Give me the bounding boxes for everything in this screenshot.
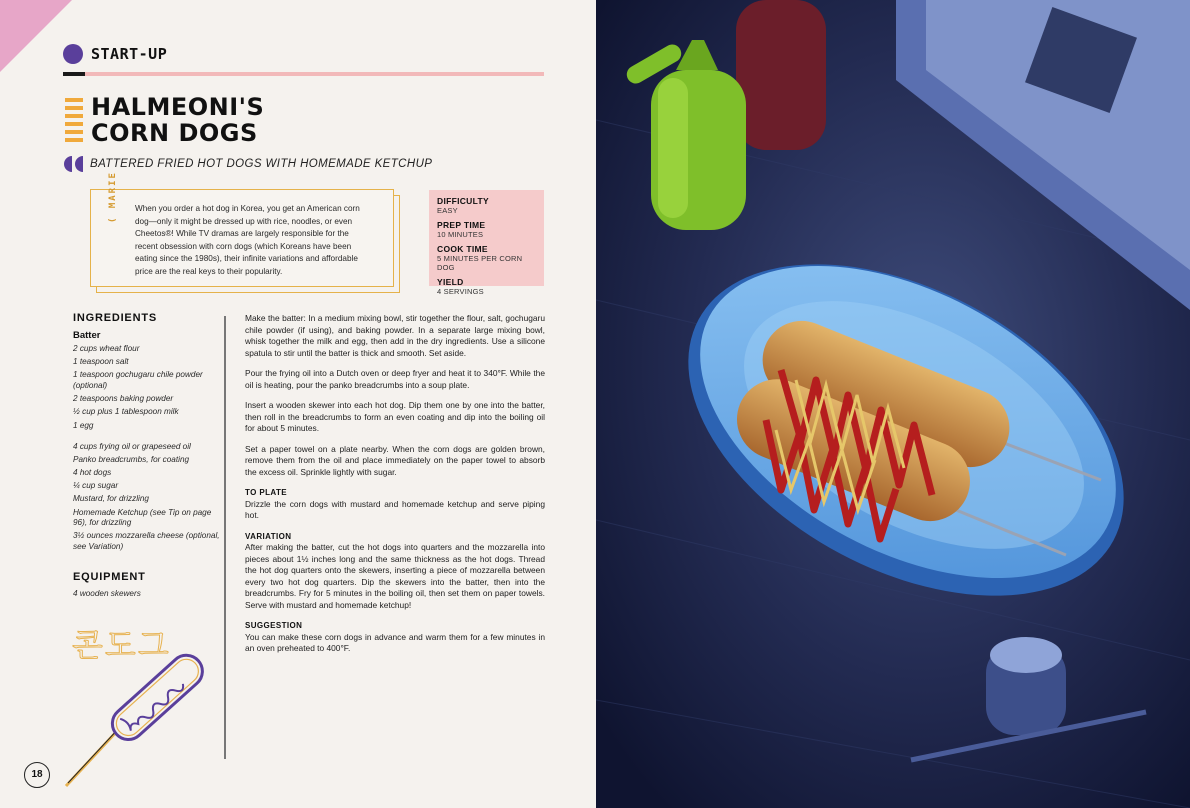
ingredient-item: Homemade Ketchup (see Tip on page 96), for drizzling [73, 507, 212, 528]
variation-heading: VARIATION [245, 531, 292, 541]
recipe-subtitle: BATTERED FRIED HOT DOGS WITH HOMEMADE KETCHUP [90, 158, 433, 170]
ingredient-item: 4 hot dogs [73, 468, 112, 478]
ingredient-item: 1 teaspoon salt [73, 357, 129, 367]
ingredient-item: Mustard, for drizzling [73, 494, 149, 504]
recipe-info-box [429, 190, 544, 296]
ingredient-item: 2 cups wheat flour [73, 344, 140, 353]
corner-decoration [0, 0, 72, 72]
ingredient-item: ½ cup plus 1 tablespoon milk [73, 407, 179, 417]
ingredient-item: 1 egg [73, 420, 94, 430]
section-label: START-UP [91, 45, 168, 63]
page-number: 18 [24, 762, 50, 788]
ingredient-item: Panko breadcrumbs, for coating [73, 454, 190, 464]
to-plate-text: Drizzle the corn dogs with mustard and homemade ketchup and serve piping hot. [245, 498, 545, 520]
yield-label: YIELD [437, 277, 464, 287]
ingredient-item: 3½ ounces mozzarella cheese (optional, see Variation) [73, 531, 220, 552]
cook-time-value: 5 MINUTES PER CORN DOG [437, 254, 523, 272]
cook-time-label: COOK TIME [437, 244, 488, 254]
ingredients-heading: INGREDIENTS [73, 312, 157, 324]
method-step: Make the batter: In a medium mixing bowl, stir together the flour, salt, gochugaru chile powder (if using), and baking powder. In a separate large mixing bowl, whisk together the milk and egg, then add in the dry ingredients. Use a silicone spatula to stir until the batter is thick and smooth. Set aside. [245, 313, 545, 358]
suggestion-heading: SUGGESTION [245, 621, 303, 630]
section-dot-icon [63, 44, 83, 64]
method-step: Insert a wooden skewer into each hot dog. Dip them one by one into the batter, then roll in the breadcrumbs to form an even coating and dip into the boiling oil for about 5 minutes. [245, 400, 545, 433]
korean-lettering: 콘도그 [72, 626, 171, 664]
recipe-title: HALMEONI'S CORN DOGS [91, 93, 265, 147]
difficulty-label: DIFFICULTY [437, 196, 489, 206]
prep-time-value: 10 MINUTES [437, 230, 484, 239]
prep-time-label: PREP TIME [437, 220, 486, 230]
intro-text: When you order a hot dog in Korea, you get an American corn dog—only it might be dressed up with rice, noodles, or even Cheetos®! While TV dramas are largely responsible for the recent obsession with corn dogs (which Koreans have been eating since the 1980s), their infinite variations and affordable price are the real keys to their popularity. [135, 204, 360, 276]
corn-dog-illustration-icon [58, 640, 218, 790]
ingredient-item: ¼ cup sugar [73, 481, 119, 491]
to-plate-heading: TO PLATE [245, 488, 288, 497]
title-stripes-icon [65, 98, 83, 146]
column-divider [224, 316, 226, 759]
variation-text: After making the batter, cut the hot dogs into quarters and the mozzarella into pieces about 1½ inches long and the same thickness as the hot dogs. Thread the hot dog quarters onto the skewers, inserting a piece of mozzarella between every two hot dog quarters. Dip the skewers into the batter, then into the breadcrumbs. Fry for 5 minutes in the boiling oil, then set them on paper towels. Serve with mustard and homemade ketchup! [245, 542, 545, 610]
corn-dog-photo-icon [596, 0, 1190, 808]
ingredient-item: 2 teaspoons baking powder [73, 394, 174, 404]
method-text [245, 313, 545, 664]
suggestion-text: You can make these corn dogs in advance and warm them for a few minutes in an oven preheated to 400°F. [245, 631, 545, 653]
method-step: Set a paper towel on a plate nearby. When the corn dogs are golden brown, remove them from the oil and place immediately on the paper towel to absorb the excess oil. Sprinkle lightly with sugar. [245, 443, 545, 477]
yield-value: 4 SERVINGS [437, 287, 484, 296]
quote-mark-icon [64, 156, 86, 172]
equipment-item: 4 wooden skewers [73, 589, 141, 598]
method-step: Pour the frying oil into a Dutch oven or deep fryer and heat it to 340°F. While the oil is heating, pour the panko breadcrumbs into a soup plate. [245, 368, 545, 390]
equipment-heading: EQUIPMENT [73, 571, 146, 583]
ingredient-item: 4 cups frying oil or grapeseed oil [73, 441, 191, 451]
intro-byline: ( MARIE [108, 171, 118, 223]
ingredients-list [73, 312, 223, 555]
header-rule [63, 72, 544, 76]
difficulty-value: EASY [437, 206, 458, 215]
batter-heading: Batter [73, 330, 101, 341]
ingredient-item: 1 teaspoon gochugaru chile powder (optional) [73, 370, 203, 390]
section-header [63, 44, 167, 64]
equipment-list [73, 571, 223, 602]
food-photo [596, 0, 1190, 808]
